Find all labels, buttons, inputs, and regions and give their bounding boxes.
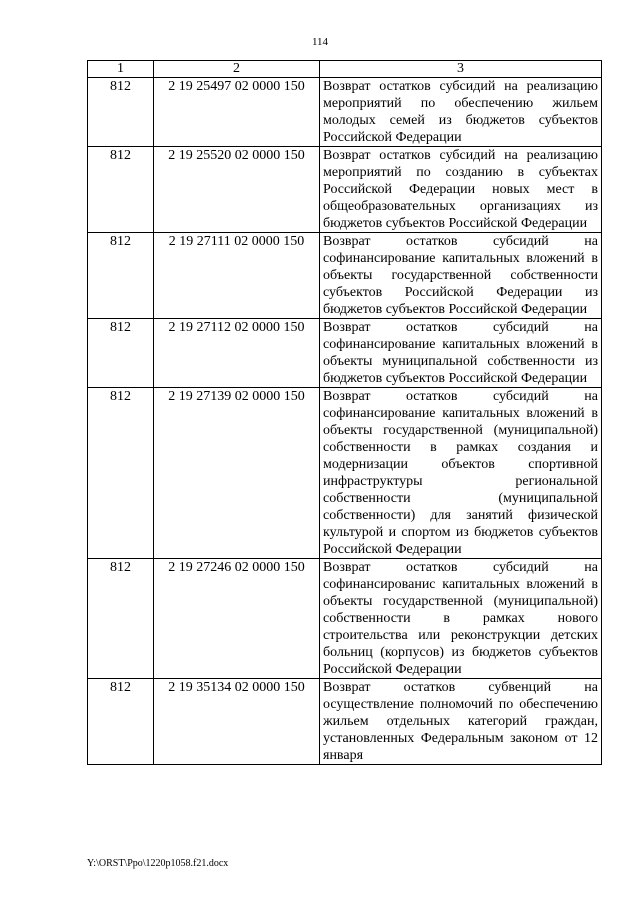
page-number: 114 xyxy=(311,36,329,48)
admin-code-cell: 812 xyxy=(88,319,154,388)
budget-code-cell: 2 19 35134 02 0000 150 xyxy=(154,679,320,765)
description-cell: Возврат остатков субвенций на осуществление полномочий по обеспечению жильем отдельных категорий граждан, установленных Федеральным законом от 12 января xyxy=(320,679,602,765)
admin-code-cell: 812 xyxy=(88,78,154,147)
description-cell: Возврат остатков субсидий на софинансирование капитальных вложений в объекты государственной (муниципальной) собственности в рамках создания и модернизации объектов спортивной инфраструктуры региональной собственности (муниципальной собственности) для занятий физической культурой и спортом из бюджетов субъектов Российской Федерации xyxy=(320,388,602,559)
admin-code-cell: 812 xyxy=(88,679,154,765)
budget-code-cell: 2 19 25520 02 0000 150 xyxy=(154,147,320,233)
admin-code-cell: 812 xyxy=(88,147,154,233)
description-cell: Возврат остатков субсидий на реализацию мероприятий по обеспечению жильем молодых семей из бюджетов субъектов Российской Федерации xyxy=(320,78,602,147)
column-header-1: 1 xyxy=(88,61,154,78)
table-row xyxy=(88,147,602,233)
description-cell: Возврат остатков субсидий на софинансированис капитальных вложений в объекты государственной (муниципальной) собственности в рамках нового строительства или реконструкции детских больниц (корпусов) из бюджетов субъектов Российской Федерации xyxy=(320,559,602,679)
description-cell: Возврат остатков субсидий на софинансирование капитальных вложений в объекты государственной собственности субъектов Российской Федерации из бюджетов субъектов Российской Федерации xyxy=(320,233,602,319)
document-file-path: Y:\ORST\Ppo\1220p1058.f21.docx xyxy=(87,858,229,869)
table-row xyxy=(88,78,602,147)
table-row xyxy=(88,388,602,559)
admin-code-cell: 812 xyxy=(88,388,154,559)
admin-code-cell: 812 xyxy=(88,559,154,679)
table-row xyxy=(88,679,602,765)
table-row xyxy=(88,233,602,319)
budget-code-cell: 2 19 25497 02 0000 150 xyxy=(154,78,320,147)
table-header-row xyxy=(88,61,602,78)
description-cell: Возврат остатков субсидий на реализацию мероприятий по созданию в субъектах Российской Федерации новых мест в общеобразовательных организациях из бюджетов субъектов Российской Федерации xyxy=(320,147,602,233)
budget-code-cell: 2 19 27246 02 0000 150 xyxy=(154,559,320,679)
budget-code-cell: 2 19 27139 02 0000 150 xyxy=(154,388,320,559)
column-header-2: 2 xyxy=(154,61,320,78)
description-cell: Возврат остатков субсидий на софинансирование капитальных вложений в объекты муниципальной собственности из бюджетов субъектов Российской Федерации xyxy=(320,319,602,388)
table-row xyxy=(88,559,602,679)
budget-code-cell: 2 19 27112 02 0000 150 xyxy=(154,319,320,388)
budget-code-cell: 2 19 27111 02 0000 150 xyxy=(154,233,320,319)
budget-code-table xyxy=(87,60,602,765)
table-row xyxy=(88,319,602,388)
column-header-3: 3 xyxy=(320,61,602,78)
admin-code-cell: 812 xyxy=(88,233,154,319)
